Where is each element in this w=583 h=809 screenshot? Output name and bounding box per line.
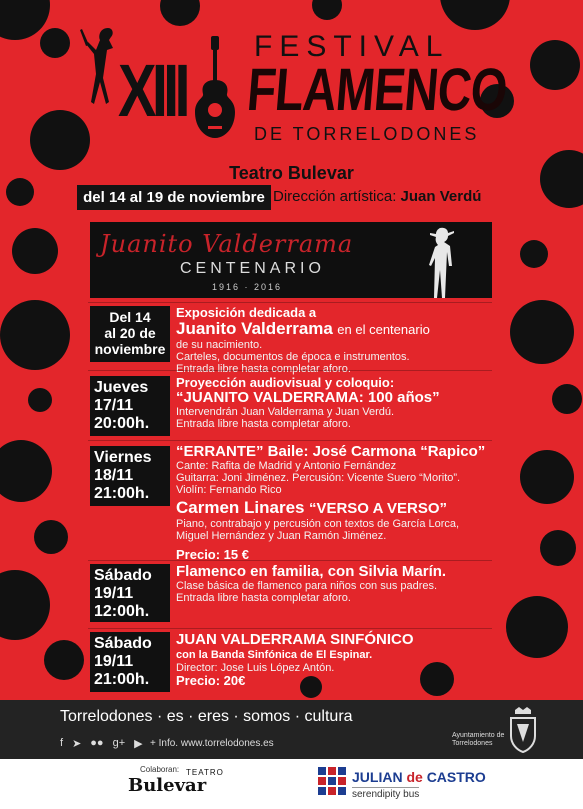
jc-last: CASTRO xyxy=(426,769,486,785)
footer xyxy=(0,700,583,759)
google-plus-icon[interactable]: g+ xyxy=(112,737,126,749)
event-line: de su nacimiento. xyxy=(176,339,263,351)
edition-number: XIII xyxy=(118,49,186,132)
bulevar-logo: Bulevar xyxy=(128,775,207,796)
event-line: Guitarra: Joni Jiménez. Percusión: Vicente Suero “Morito”. xyxy=(176,472,461,484)
event-line: Cante: Rafita de Madrid y Antonio Fernández xyxy=(176,460,397,472)
event-headline: JUAN VALDERRAMA SINFÓNICO xyxy=(176,631,414,648)
event-date-box xyxy=(90,632,170,692)
event-date-line: Jueves xyxy=(94,379,149,396)
event-details xyxy=(176,306,506,375)
divider xyxy=(88,628,492,629)
ayuntamiento-line: Ayuntamiento de xyxy=(452,732,505,739)
event-sub: con la Banda Sinfónica de El Espinar. xyxy=(176,649,373,661)
divider xyxy=(88,560,492,561)
event-details xyxy=(176,632,506,688)
slogan: Torrelodones · es · eres · somos · cultura xyxy=(60,708,353,725)
event-date-line: 20:00h. xyxy=(94,415,150,432)
divider xyxy=(88,370,492,371)
event-date-box xyxy=(90,376,170,436)
venue-title: Teatro Bulevar xyxy=(229,163,354,183)
event-date-line: al 20 de xyxy=(104,325,156,341)
ayuntamiento-label xyxy=(452,732,504,748)
artistic-direction xyxy=(273,188,481,205)
facebook-icon[interactable]: f xyxy=(60,737,64,749)
event-date-line: 17/11 xyxy=(94,397,134,414)
festival-dates: del 14 al 19 de noviembre xyxy=(77,185,271,210)
event-line: Intervendrán Juan Valderrama y Juan Verdú. xyxy=(176,406,395,418)
collab-label: Colaboran: xyxy=(140,765,180,774)
info-link[interactable]: + Info. www.torrelodones.es xyxy=(150,738,274,749)
event-headline-2-tail: “VERSO A VERSO” xyxy=(308,500,448,517)
event-line: Miguel Hernández y Juan Ramón Jiménez. xyxy=(176,530,387,542)
banner-title: CENTENARIO xyxy=(180,260,325,277)
ayuntamiento-line: Torrelodones xyxy=(452,740,493,747)
event-line: Entrada libre hasta completar aforo. xyxy=(176,418,351,430)
event-headline: Flamenco en familia, con Silvia Marín. xyxy=(176,563,447,580)
event-headline-2: Carmen Linares xyxy=(176,498,305,517)
social-icons xyxy=(60,737,143,750)
divider xyxy=(88,440,492,441)
twitter-icon[interactable]: ➤ xyxy=(72,738,82,750)
event-line: Carteles, documentos de época e instrumentos. xyxy=(176,351,410,363)
event-date-box xyxy=(90,306,170,362)
event-price: Precio: 20€ xyxy=(176,673,246,688)
event-line: Violín: Fernando Rico xyxy=(176,484,282,496)
event-date-line: Sábado xyxy=(94,635,152,652)
divider xyxy=(88,302,492,303)
teatro-logo-top: TEATRO xyxy=(186,768,224,777)
guitar-icon xyxy=(184,36,246,146)
event-details xyxy=(176,564,506,604)
event-intro: Exposición dedicada a xyxy=(176,305,317,320)
jc-de: de xyxy=(406,769,427,785)
singer-silhouette-icon xyxy=(422,224,462,298)
event-date-line: Del 14 xyxy=(109,309,151,325)
sponsors xyxy=(0,759,583,809)
event-date-line: 12:00h. xyxy=(94,603,150,620)
julian-de-castro-logo-icon xyxy=(318,767,346,795)
event-intro: Proyección audiovisual y coloquio: xyxy=(176,375,395,390)
event-details xyxy=(176,376,506,430)
event-details xyxy=(176,444,506,562)
event-date-line: Sábado xyxy=(94,567,152,584)
town-crest-icon xyxy=(505,706,541,754)
centenary-banner xyxy=(90,222,492,298)
event-date-line: Viernes xyxy=(94,449,152,466)
event-line: Director: Jose Luis López Antón. xyxy=(176,662,335,674)
flickr-icon[interactable]: ●● xyxy=(90,737,104,749)
event-headline: “JUANITO VALDERRAMA: 100 años” xyxy=(176,389,440,406)
event-date-line: 21:00h. xyxy=(94,671,150,688)
banner-years: 1916 · 2016 xyxy=(212,282,283,292)
event-date-line: 19/11 xyxy=(94,585,134,602)
event-date-box xyxy=(90,564,170,622)
event-date-box xyxy=(90,446,170,506)
festival-word: FESTIVAL xyxy=(254,30,450,63)
event-date-line: 18/11 xyxy=(94,467,134,484)
place-word: DE TORRELODONES xyxy=(254,124,480,144)
event-date-line: noviembre xyxy=(94,341,166,357)
julian-de-castro-sub: serendipity bus xyxy=(352,789,420,800)
youtube-icon[interactable]: ▶ xyxy=(134,738,143,750)
event-line: Piano, contrabajo y percusión con textos de García Lorca, xyxy=(176,518,460,530)
event-date-line: 19/11 xyxy=(94,653,134,670)
event-headline: “ERRANTE” Baile: José Carmona “Rapico” xyxy=(176,443,486,460)
director-name: Juan Verdú xyxy=(400,188,482,205)
direction-label: Dirección artística: xyxy=(273,188,397,205)
event-line: Clase básica de flamenco para niños con sus padres. xyxy=(176,580,438,592)
banner-name: Juanito Valderrama xyxy=(100,230,354,258)
event-price: Precio: 15 € xyxy=(176,547,249,562)
event-line: Entrada libre hasta completar aforo. xyxy=(176,592,351,604)
jc-first: JULIAN xyxy=(352,769,407,785)
event-date-line: 21:00h. xyxy=(94,485,150,502)
flamenco-word: FLAMENCO xyxy=(244,56,510,123)
event-headline-tail: en el centenario xyxy=(337,322,430,337)
event-headline: Juanito Valderrama xyxy=(176,319,333,338)
event-line: Entrada libre hasta completar aforo. xyxy=(176,363,351,375)
julian-de-castro-name xyxy=(352,769,486,785)
